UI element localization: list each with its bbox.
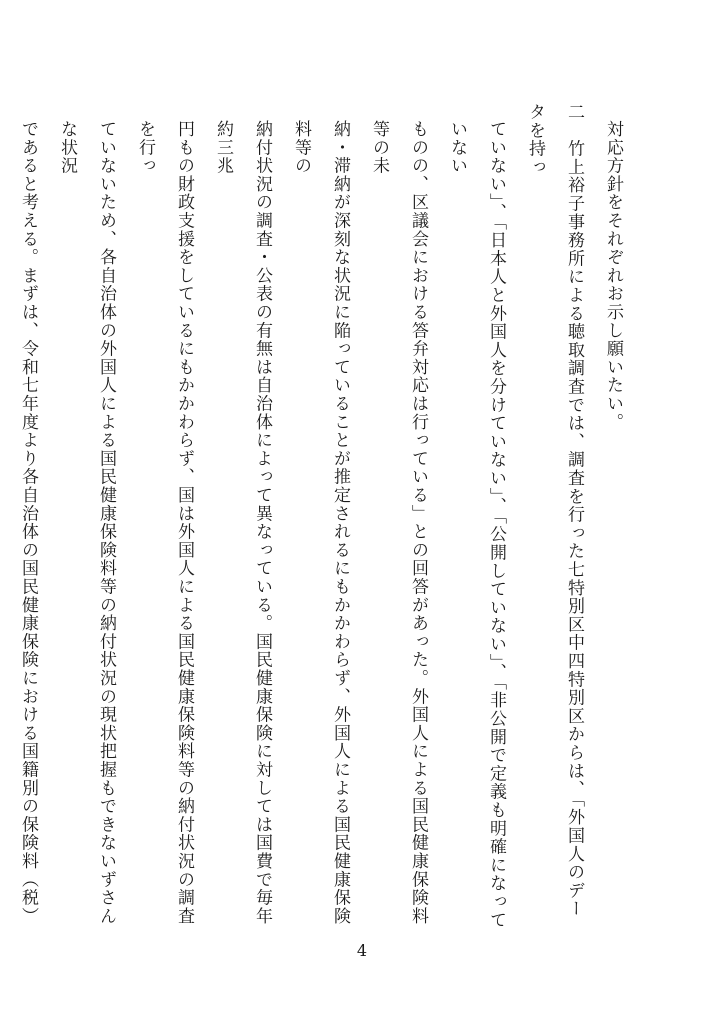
text-line: ていない」、「日本人と外国人を分けていない」、「公開していない」、「非公開で定義も明確になっていない [447,120,506,930]
text-line: 納・滞納が深刻な状況に陥っていることが推定されるにもかかわらず、外国人による国民健康保険料等の [291,120,350,926]
text-line: であると考える。まずは、令和七年度より各自治体の国民健康保険における国籍別の保険料（税） [18,120,38,926]
page-number: 4 [356,941,368,960]
text-line: 円もの財政支援をしているにもかかわらず、国は外国人による国民健康保険料等の納付状況の調査を行っ [135,120,194,926]
text-line: 対応方針をそれぞれお示し願いたい。 [603,120,623,432]
text-line: 納付状況の調査・公表の有無は自治体によって異なっている。国民健康保険に対しては国費で毎年約三兆 [213,120,272,926]
text-line: ていないため、各自治体の外国人による国民健康保険料等の納付状況の現状把握もできないずさんな状況 [57,120,116,926]
text-line: ものの、区議会における答弁対応は行っている」との回答があった。外国人による国民健康保険料等の未 [369,120,428,926]
text-line: 二 竹上裕子事務所による聴取調査では、調査を行った七特別区中四特別区からは、「外国人のデータを持っ [525,103,584,918]
document-body [0,103,632,933]
